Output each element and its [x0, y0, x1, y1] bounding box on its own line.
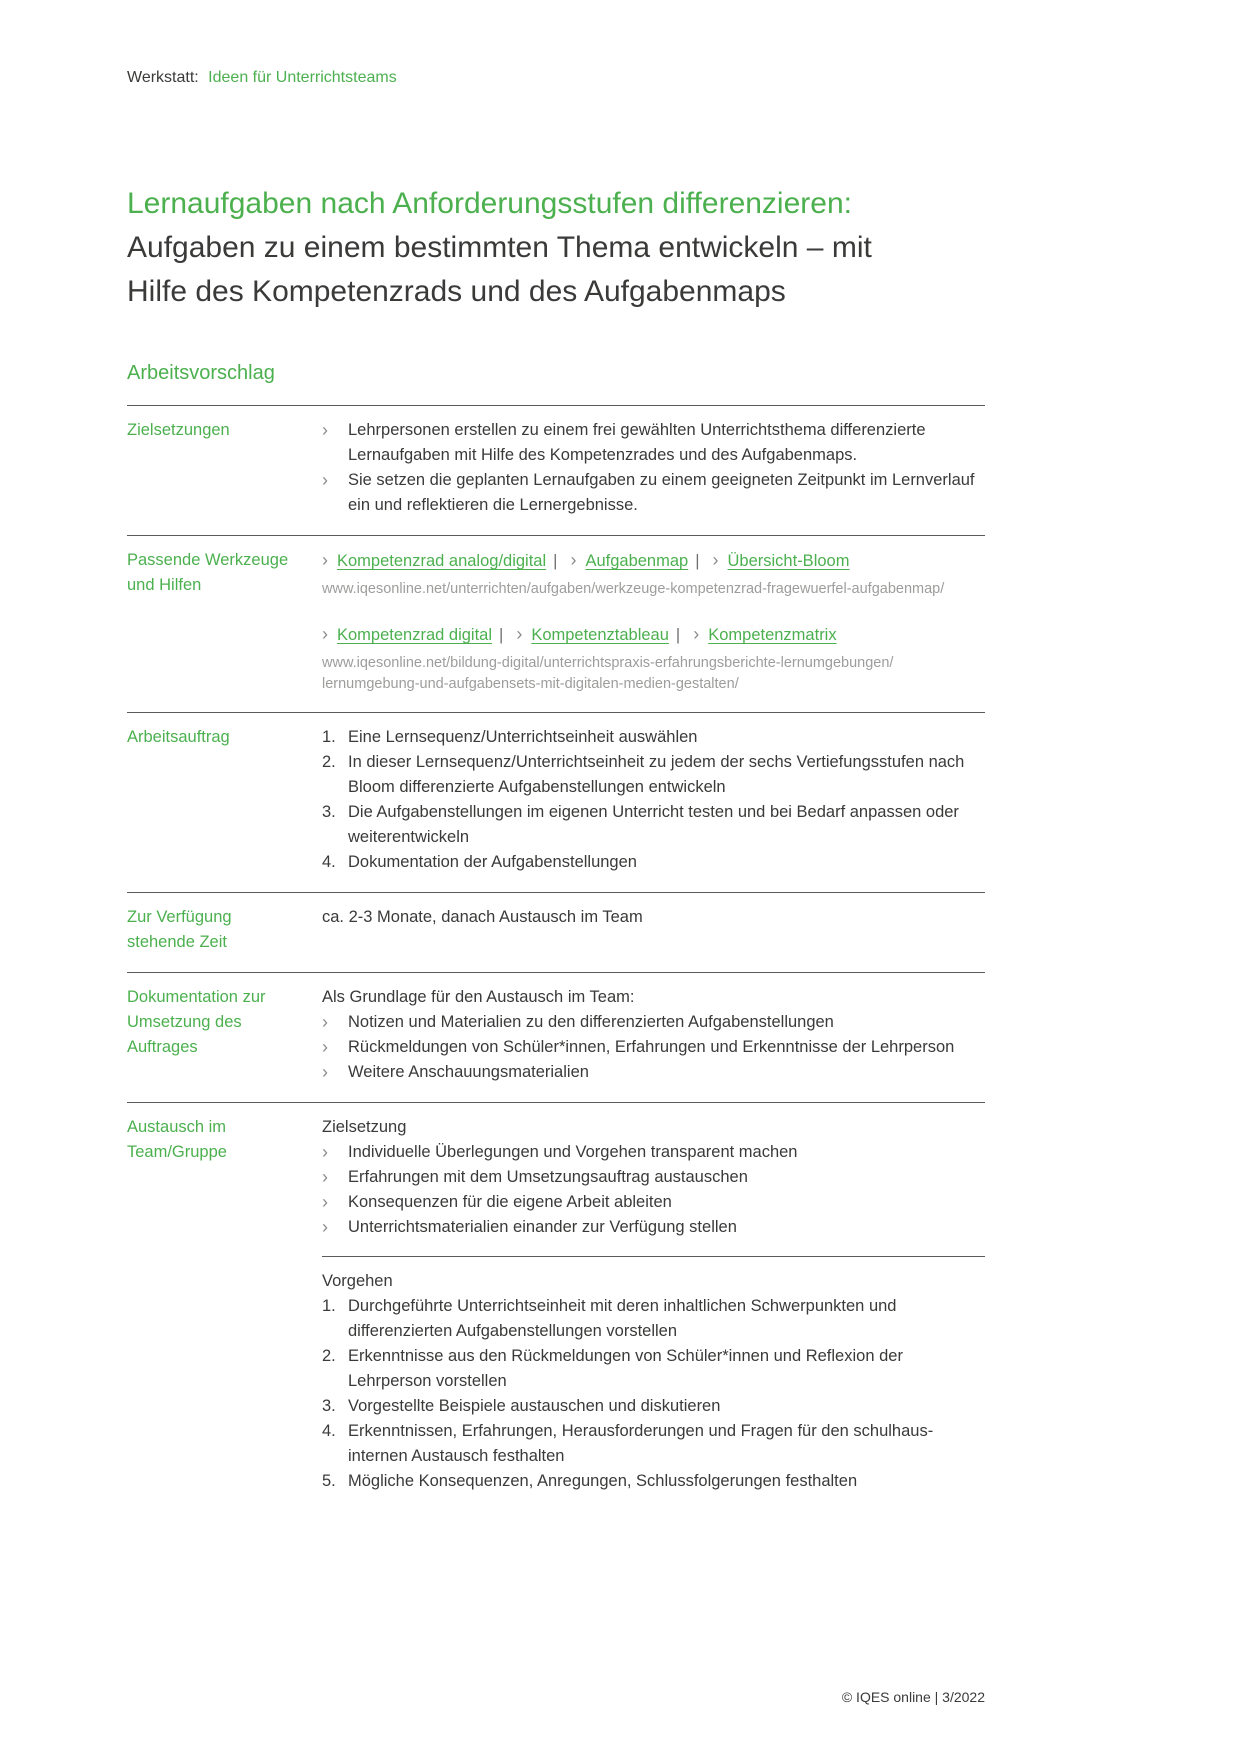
pipe-separator: |	[675, 626, 681, 644]
bullet-item	[322, 1215, 985, 1240]
subsection-heading-vorgehen: Vorgehen	[322, 1272, 393, 1290]
item-number: 2.	[322, 753, 336, 771]
chevron-bullet-icon: ›	[322, 1167, 328, 1187]
table-row-arbeitsauftrag	[127, 712, 985, 892]
item-number: 3.	[322, 803, 336, 821]
chevron-bullet-icon: ›	[322, 470, 328, 490]
bullet-item	[322, 1010, 985, 1035]
bullet-text: Erfahrungen mit dem Umsetzungsauftrag austauschen	[348, 1168, 748, 1186]
bullet-item	[322, 1035, 985, 1060]
chevron-bullet-icon: ›	[322, 1062, 328, 1082]
header-series-title: Ideen für Unterrichtsteams	[208, 69, 397, 86]
numbered-item	[322, 800, 985, 850]
item-text: Vorgestellte Beispiele austauschen und diskutieren	[348, 1397, 721, 1415]
row-content	[322, 985, 985, 1085]
numbered-item	[322, 1394, 985, 1419]
chevron-link-icon: ›	[570, 550, 577, 570]
table-row-austausch	[127, 1102, 985, 1511]
numbered-item	[322, 1469, 985, 1494]
chevron-bullet-icon: ›	[322, 1012, 328, 1032]
row-content	[322, 418, 985, 518]
chevron-bullet-icon: ›	[322, 420, 328, 440]
row-label: Zur Verfügung stehende Zeit	[127, 908, 232, 951]
pipe-separator: |	[695, 552, 700, 570]
pipe-separator: |	[499, 626, 504, 644]
item-text: In dieser Lernsequenz/Unterrichtseinheit zu jedem der sechs Vertiefungsstufen nach Bloom differenzierte Aufgabenstellungen entwickeln	[348, 753, 965, 796]
chevron-bullet-icon: ›	[322, 1192, 328, 1212]
link-kompetenzmatrix[interactable]: Kompetenzmatrix	[708, 626, 837, 644]
row-label: Dokumentation zur Umsetzung des Auftrages	[127, 988, 266, 1056]
row-label: Arbeitsauftrag	[127, 728, 230, 746]
bullet-text: Rückmeldungen von Schüler*innen, Erfahrungen und Erkenntnisse der Lehrperson	[348, 1038, 955, 1056]
item-text: Erkenntnissen, Erfahrungen, Herausforderungen und Fragen für den schulhaus-internen Austausch festhalten	[348, 1422, 934, 1465]
bullet-item	[322, 418, 985, 468]
bullet-item	[322, 1140, 985, 1165]
link-kompetenzrad-digital[interactable]: Kompetenzrad digital	[337, 626, 493, 644]
link-aufgabenmap[interactable]: Aufgabenmap	[585, 552, 689, 570]
bullet-text: Lehrpersonen erstellen zu einem frei gewählten Unterrichtsthema differenzierte Lernaufgaben mit Hilfe des Kompetenzrades und des Aufgabenmaps.	[348, 421, 926, 464]
row-content	[322, 905, 985, 955]
item-number: 1.	[322, 728, 336, 746]
url-block	[322, 579, 985, 600]
zeit-text: ca. 2-3 Monate, danach Austausch im Team	[322, 908, 643, 926]
worksheet-table	[127, 405, 985, 1511]
url-block	[322, 653, 985, 695]
table-row-zeit	[127, 892, 985, 972]
bullet-text: Konsequenzen für die eigene Arbeit ableiten	[348, 1193, 672, 1211]
bullet-item	[322, 1190, 985, 1215]
numbered-item	[322, 1344, 985, 1394]
document-header	[127, 0, 985, 88]
page-title-dark-lines: Aufgaben zu einem bestimmten Thema entwickeln – mit Hilfe des Kompetenzrads und des Aufgabenmaps	[127, 231, 872, 308]
content-intro: Als Grundlage für den Austausch im Team:	[322, 988, 635, 1006]
chevron-link-icon: ›	[322, 550, 328, 570]
bullet-text: Sie setzen die geplanten Lernaufgaben zu einem geeigneten Zeitpunkt im Lernverlauf ein und reflektieren die Lernergebnisse.	[348, 471, 975, 514]
url-text: www.iqesonline.net/bildung-digital/unterrichtspraxis-erfahrungsberichte-lernumgebungen/	[322, 655, 894, 671]
table-row-zielsetzungen	[127, 405, 985, 535]
bullet-item	[322, 1165, 985, 1190]
tool-links-line	[322, 548, 985, 574]
table-row-dokumentation	[127, 972, 985, 1102]
chevron-link-icon: ›	[712, 550, 719, 570]
row-content	[322, 1115, 985, 1494]
item-number: 5.	[322, 1472, 336, 1490]
item-text: Erkenntnisse aus den Rückmeldungen von Schüler*innen und Reflexion der Lehrperson vorstellen	[348, 1347, 903, 1390]
chevron-bullet-icon: ›	[322, 1142, 328, 1162]
item-number: 4.	[322, 1422, 336, 1440]
bullet-text: Weitere Anschauungsmaterialien	[348, 1063, 589, 1081]
row-content	[322, 548, 985, 695]
item-text: Dokumentation der Aufgabenstellungen	[348, 853, 637, 871]
item-number: 3.	[322, 1397, 336, 1415]
row-label: Passende Werkzeuge und Hilfen	[127, 551, 289, 594]
row-label: Austausch im Team/Gruppe	[127, 1118, 227, 1161]
content-divider	[322, 1256, 985, 1257]
link-kompetenztableau[interactable]: Kompetenztableau	[531, 626, 669, 644]
item-number: 2.	[322, 1347, 336, 1365]
bullet-text: Unterrichtsmaterialien einander zur Verfügung stellen	[348, 1218, 737, 1236]
item-text: Durchgeführte Unterrichtseinheit mit deren inhaltlichen Schwerpunkten und differenzierten Aufgabenstellungen vorstellen	[348, 1297, 897, 1340]
header-prefix: Werkstatt:	[127, 69, 199, 86]
numbered-item	[322, 850, 985, 875]
tool-links-line	[322, 622, 985, 648]
url-text: www.iqesonline.net/unterrichten/aufgaben/werkzeuge-kompetenzrad-fragewuerfel-aufgabenmap/	[322, 581, 945, 597]
numbered-item	[322, 725, 985, 750]
footer-copyright: © IQES online | 3/2022	[841, 1689, 985, 1705]
chevron-bullet-icon: ›	[322, 1217, 328, 1237]
subsection-heading-zielsetzung: Zielsetzung	[322, 1118, 407, 1136]
numbered-item	[322, 1419, 985, 1469]
row-label: Zielsetzungen	[127, 421, 230, 439]
url-text: lernumgebung-und-aufgabensets-mit-digitalen-medien-gestalten/	[322, 676, 739, 692]
item-text: Die Aufgabenstellungen im eigenen Unterricht testen und bei Bedarf anpassen oder weiterentwickeln	[348, 803, 959, 846]
bullet-item	[322, 468, 985, 518]
chevron-bullet-icon: ›	[322, 1037, 328, 1057]
numbered-item	[322, 1294, 985, 1344]
chevron-link-icon: ›	[693, 624, 700, 644]
link-uebersicht-bloom[interactable]: Übersicht-Bloom	[727, 552, 850, 570]
item-text: Mögliche Konsequenzen, Anregungen, Schlussfolgerungen festhalten	[348, 1472, 858, 1490]
pipe-separator: |	[553, 552, 558, 570]
section-heading-arbeitsvorschlag: Arbeitsvorschlag	[127, 362, 275, 384]
item-text: Eine Lernsequenz/Unterrichtseinheit auswählen	[348, 728, 698, 746]
document-content	[127, 0, 985, 1511]
chevron-link-icon: ›	[516, 624, 523, 644]
bullet-text: Individuelle Überlegungen und Vorgehen transparent machen	[348, 1143, 798, 1161]
bullet-item	[322, 1060, 985, 1085]
item-number: 1.	[322, 1297, 336, 1315]
numbered-item	[322, 750, 985, 800]
chevron-link-icon: ›	[322, 624, 328, 644]
row-content	[322, 725, 985, 875]
bullet-text: Notizen und Materialien zu den differenzierten Aufgabenstellungen	[348, 1013, 834, 1031]
page-title	[127, 182, 927, 314]
link-kompetenzrad-analog-digital[interactable]: Kompetenzrad analog/digital	[337, 552, 547, 570]
page-title-green-line: Lernaufgaben nach Anforderungsstufen differenzieren:	[127, 187, 852, 220]
item-number: 4.	[322, 853, 336, 871]
table-row-werkzeuge	[127, 535, 985, 712]
